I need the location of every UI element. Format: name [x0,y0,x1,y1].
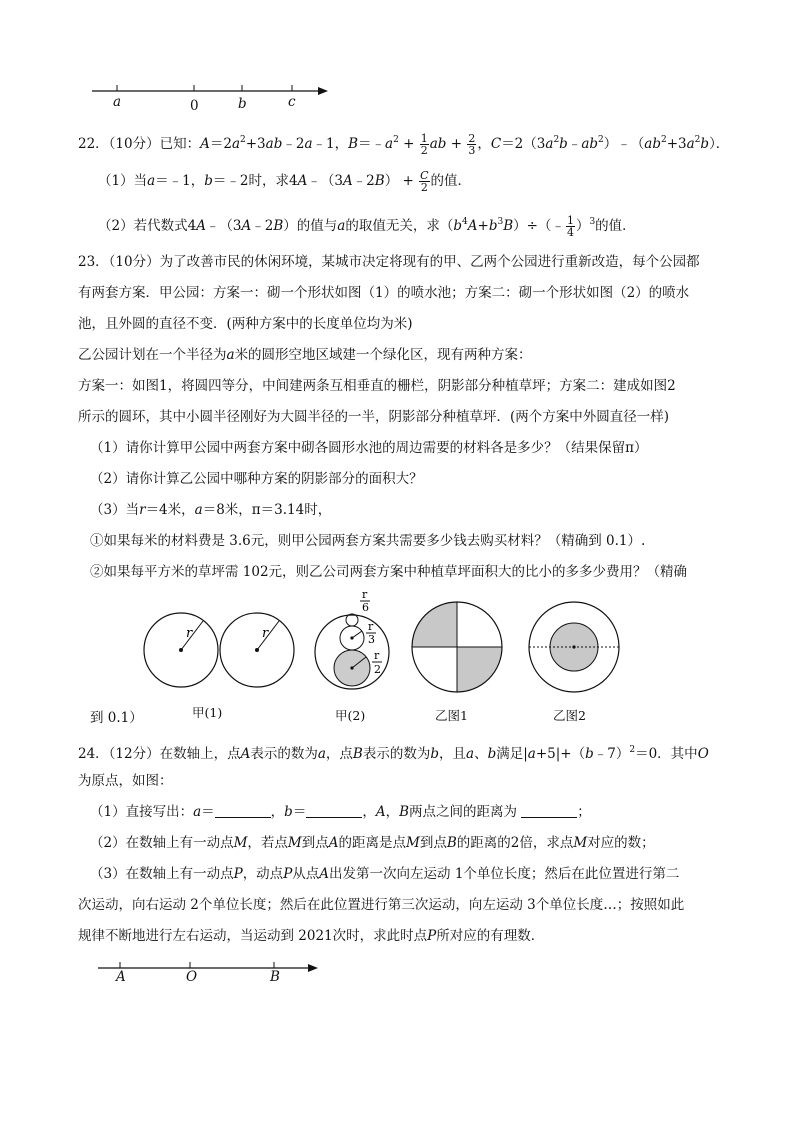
fig-yi1 [412,602,502,692]
fig-caption-yi1: 乙图1 [435,708,468,723]
answer-blank-distance[interactable] [521,803,577,818]
fig-jia2-r2-den: 2 [374,663,381,676]
axis-label-a: a [113,94,122,110]
q24-line2: 为原点，如图： [78,773,173,789]
fig-yi2 [529,602,619,692]
q24-sub2: （2）在数轴上有一动点M，若点M到点A的距离是点M到点B的距离的2倍，求点M对应的数； [90,835,655,851]
q22-part1: （1）当a＝﹣1，b＝﹣2时，求4A﹣（3A﹣2B） + $\frac{C}{2}$ 的值． [98,169,472,194]
fig-jia1 [144,613,294,687]
q23-circle1: ①如果每米的材料费是 3.6元，则甲公园两套方案共需要多少钱去购买材料？（精确到 0.1）. [90,533,646,549]
q23-line6: 所示的圆环，其中小圆半径刚好为大圆半径的一半，阴影部分种植草坪．(两个方案中外圆直径一样) [78,409,670,425]
fig-jia2-r3-den: 3 [368,633,375,646]
q22-stem: 22．（10分）已知：$A=2a^2+3ab﹣2a﹣1$，$B=﹣a^2$ + $\frac{1}{2}$ ab + $\frac{2}{3}$ ，$C=2(3a^2b﹣ab^2)﹣(ab^2+3a^2b)$． [78,132,730,157]
q23-sub1: （1）请你计算甲公园中两套方案中砌各圆形水池的周边需要的材料各是多少？（结果保留π） [90,440,648,456]
q23-line1: 23．（10分）为了改善市民的休闲环境，某城市决定将现有的甲、乙两个公园进行重新改造，每个公园都 [78,254,700,270]
answer-blank-b[interactable] [306,803,362,818]
q24-sub1: （1）直接写出：a＝ ，b＝ ，A，B两点之间的距离为 ； [90,804,591,820]
q23-circle2: ②如果每平方米的草坪需 102元，则乙公司两套方案中种植草坪面积大的比小的多多少费用？（精确 [90,564,688,580]
q23-line2: 有两套方案．甲公园：方案一：砌一个形状如图（1）的喷水池；方案二：砌一个形状如图（2）的喷水 [78,285,690,301]
axis-label-c: c [288,94,296,110]
fig-jia2-r3-num: r [368,620,374,633]
q23-sub2: （2）请你计算乙公园中哪种方案的阴影部分的面积大？ [90,471,423,487]
fig-jia2-r6-num: r [362,588,368,601]
fig-caption-yi2: 乙图2 [553,708,586,723]
axis-label-0: 0 [190,98,199,114]
q24-sub3-line3: 规律不断地进行左右运动，当运动到 2021次时，求此时点P所对应的有理数． [78,928,545,944]
figures [0,585,794,715]
axis-label-A: A [116,969,126,985]
fig-jia2-r6-den: 6 [362,601,369,614]
number-line-bottom [96,960,322,990]
q24-sub3-line2: 次运动，向右运动 2个单位长度；然后在此位置进行第三次运动，向左运动 3个单位长度…；按照如此 [78,897,685,913]
fig-caption-jia1: 甲(1) [192,705,223,720]
axis-label-O: O [186,969,198,985]
q23-sub3: （3）当r＝4米，a＝8米，π＝3.14时， [90,502,332,518]
axis-label-B: B [270,969,280,985]
fig-jia2 [315,588,389,689]
q24-sub3: （3）在数轴上有一动点P，动点P从点A出发第一次向左运动 1个单位长度；然后在此位置进行第二 [90,866,680,882]
fig-caption-jia2: 甲(2) [335,708,366,723]
q23-line3: 池，且外圆的直径不变．(两种方案中的长度单位均为米) [78,316,413,332]
answer-blank-a[interactable] [215,803,271,818]
fig-jia2-r2-num: r [374,649,380,662]
q23-line4: 乙公园计划在一个半径为a米的圆形空地区域建一个绿化区，现有两种方案： [78,347,532,363]
fig-jia1-r-right: r [262,626,269,641]
q22-part2: （2）若代数式4A﹣（3A﹣2B）的值与a的取值无关，求$(b^4A+b^3B)\div(﹣$ $\frac{1}{4}$ ）$^3$的值． [98,214,636,239]
fig-jia1-r-left: r [186,626,193,641]
q23-circle2-end: 到 0.1） [90,710,143,726]
q23-line5: 方案一：如图1，将圆四等分，中间建两条互相垂直的栅栏，阴影部分种植草坪；方案二：建成如图2 [78,378,676,394]
axis-label-b: b [238,96,247,112]
q24-line1: 24．（12分）在数轴上，点A表示的数为a，点B表示的数为b，且a、b满足|a+5|+（b﹣7）$^2$＝0．其中O [78,745,709,762]
